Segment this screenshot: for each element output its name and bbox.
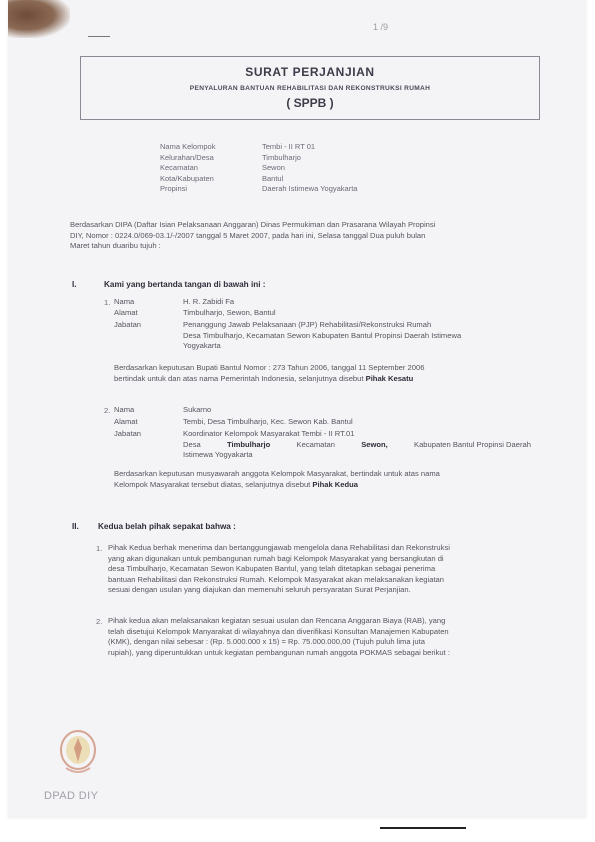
document-code: ( SPPB ) <box>286 96 334 110</box>
party2-position-line: Koordinator Kelompok Masyarakat Tembi - II RT.01 <box>183 429 355 438</box>
intro-paragraph <box>70 220 540 252</box>
party1-term: Pihak Kesatu <box>365 373 414 383</box>
party2-position-row <box>114 429 531 461</box>
item2-number: 2. <box>96 617 103 626</box>
item2-text <box>108 616 540 658</box>
party2-address-row <box>114 417 353 428</box>
party2-position <box>183 429 531 461</box>
document-page <box>8 0 586 818</box>
party1-address-label: Alamat <box>114 308 138 317</box>
info-row <box>160 153 357 164</box>
item2-line: rupiah), yang diperuntukkan untuk kegiatan pembangunan rumah anggota POKMAS sebagai berikut : <box>108 647 450 657</box>
page-number: 1 /9 <box>373 22 389 32</box>
item1-line: sesuai dengan usulan yang diajukan dan memenuhi seluruh persyaratan Surat Perjanjian. <box>108 585 411 594</box>
party1-name: H. R. Zabidi Fa <box>183 297 235 306</box>
group-info <box>160 142 357 195</box>
info-row <box>160 174 357 185</box>
item1-number: 1. <box>96 544 103 553</box>
info-label: Nama Kelompok <box>160 142 216 151</box>
info-label: Kota/Kabupaten <box>160 173 214 183</box>
party1-basis-line: Berdasarkan keputusan Bupati Bantul Nomor : 273 Tahun 2006, tanggal 11 September 2006 <box>114 363 425 372</box>
party2-address-label: Alamat <box>114 417 138 426</box>
document-subtitle: PENYALURAN BANTUAN REHABILITASI DAN REKONSTRUKSI RUMAH <box>189 85 431 92</box>
party2-desa-name: Timbulharjo <box>226 439 271 449</box>
party2-basis-line: Berdasarkan keputusan musyawarah anggota Kelompok Masyarakat, bertindak untuk atas nama <box>114 469 440 478</box>
party1-basis-text: bertindak untuk dan atas nama Pemerintah Indonesia, selanjutnya disebut <box>114 373 364 383</box>
item2-line: Pihak kedua akan melaksanakan kegiatan sesuai usulan dan Rencana Anggaran Biaya (RAB), yang <box>108 616 446 625</box>
section1-number: I. <box>72 280 77 289</box>
info-value: Tembi - II RT 01 <box>262 142 316 151</box>
item1-line: yang akan digunakan untuk pembangunan rumah bagi Kelompok Masyarakat yang bersangkutan di <box>108 553 444 563</box>
archive-emblem-icon <box>58 728 98 778</box>
party1-address: Timbulharjo, Sewon, Bantul <box>183 308 276 317</box>
pen-mark <box>88 36 110 37</box>
party2-basis-line <box>114 480 534 491</box>
info-row <box>160 163 357 174</box>
item2-line: telah disetujui Kelompok Manyarakat di wilayahnya dan diverifikasi Konsultan Manajemen Kabupaten <box>108 626 449 636</box>
party1-position-line: Yogyakarta <box>183 341 221 350</box>
party1-position-label: Jabatan <box>114 320 142 329</box>
party2-name: Sukarno <box>183 405 212 414</box>
party2-kecamatan-name: Sewon, <box>361 439 388 449</box>
party2-position-label: Jabatan <box>114 429 142 438</box>
party2-basis-text: Kelompok Masyarakat tersebut diatas, selanjutnya disebut <box>114 479 311 489</box>
item1-line: bantuan Rehabilitasi dan Rekonstruksi Rumah. Kelompok Masyarakat akan melaksanakan kegiatan <box>108 574 445 584</box>
party1-position-line: Penanggung Jawab Pelaksanaan (PJP) Rehabilitasi/Rekonstruksi Rumah <box>183 320 432 329</box>
info-label: Propinsi <box>160 184 188 193</box>
title-box <box>80 56 540 120</box>
party1-address-row <box>114 308 276 319</box>
party2-name-label: Nama <box>114 405 135 414</box>
party2-position-line: Istimewa Yogyakarta <box>183 450 253 459</box>
party2-number: 2. <box>104 406 111 415</box>
party1-name-row <box>114 297 234 308</box>
intro-line: Berdasarkan DIPA (Daftar Isian Pelaksanaan Anggaran) Dinas Permukiman dan Prasarana Wilayah Propinsi <box>70 220 436 229</box>
item1-text <box>108 543 540 596</box>
party2-kecamatan: Kecamatan <box>296 439 335 449</box>
info-value: Timbulharjo <box>262 152 301 162</box>
party1-basis <box>114 363 534 384</box>
section2-heading: Kedua belah pihak sepakat bahwa : <box>98 522 236 531</box>
info-value: Bantul <box>262 173 284 183</box>
info-label: Kelurahan/Desa <box>160 152 214 162</box>
party1-position-line: Desa Timbulharjo, Kecamatan Sewon Kabupaten Bantul Propinsi Daerah Istimewa <box>183 330 462 340</box>
party1-position-row <box>114 320 543 352</box>
item2-line: (KMK), dengan nilai sebesar : (Rp. 5.000.000 x 15) = Rp. 75.000.000,00 (Tujuh puluh lima juta <box>108 637 425 646</box>
corner-stain <box>8 0 70 38</box>
section2-number: II. <box>72 522 79 531</box>
party2-desa: Desa <box>183 439 201 449</box>
info-value: Sewon <box>262 163 285 172</box>
archive-label: DPAD DIY <box>44 790 99 802</box>
section1-heading: Kami yang bertanda tangan di bawah ini : <box>104 280 266 289</box>
info-value: Daerah Istimewa Yogyakarta <box>262 184 358 193</box>
info-label: Kecamatan <box>160 163 198 172</box>
document-title: SURAT PERJANJIAN <box>245 65 375 79</box>
item1-line: Pihak Kedua berhak menerima dan bertanggungjawab mengelola dana Rehabilitasi dan Rekonstruksi <box>108 543 450 552</box>
party2-basis <box>114 469 534 490</box>
party1-position <box>183 320 543 352</box>
intro-line: DIY, Nomor : 0224.0/069-03.1/-/2007 tanggal 5 Maret 2007, pada hari ini, Selasa tanggal Dua puluh bulan <box>70 230 426 240</box>
party2-address: Tembi, Desa Timbulharjo, Kec. Sewon Kab. Bantul <box>183 417 353 426</box>
party1-number: 1. <box>104 298 111 307</box>
party1-name-label: Nama <box>114 297 135 306</box>
party2-name-row <box>114 405 211 416</box>
bottom-rule <box>380 827 466 829</box>
party2-kabupaten: Kabupaten Bantul Propinsi Daerah <box>414 439 531 449</box>
party2-position-line <box>183 440 531 451</box>
intro-line: Maret tahun duaribu tujuh : <box>70 241 161 250</box>
party2-term: Pihak Kedua <box>312 479 358 489</box>
item1-line: desa Timbulharjo, Kecamatan Sewon Kabupaten Bantul, yang telah ditetapkan sebagai penerima <box>108 564 436 573</box>
info-row <box>160 142 357 153</box>
party1-basis-line <box>114 374 534 385</box>
info-row <box>160 184 357 195</box>
